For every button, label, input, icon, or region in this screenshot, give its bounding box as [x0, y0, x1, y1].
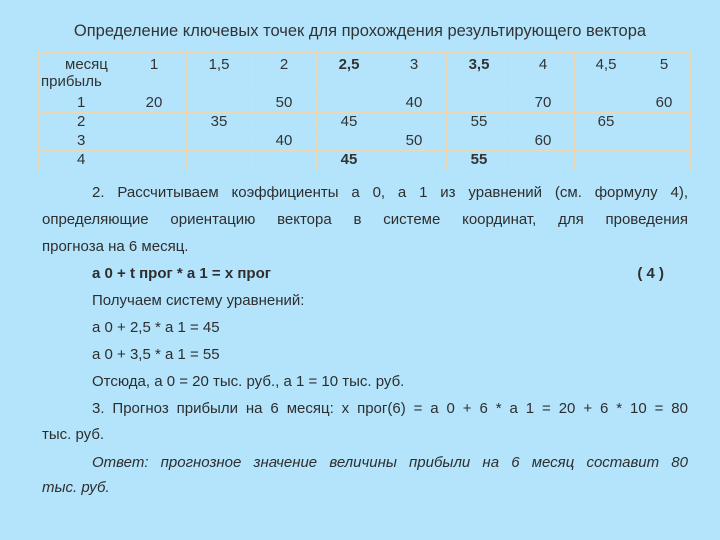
equation-2: а 0 + 3,5 * а 1 = 55 — [92, 346, 220, 363]
header-month-cell: 2 — [252, 53, 317, 94]
table-cell — [122, 151, 187, 170]
step2-line-3: прогноза на 6 месяц. — [42, 238, 189, 255]
table-cell: 50 — [382, 132, 447, 151]
step3-line-1: 3. Прогноз прибыли на 6 месяц: х прог(6) = а 0 + 6 * а 1 = 20 + 6 * 10 = 80 — [92, 400, 688, 417]
header-month-cell: 2,5 — [317, 53, 382, 94]
formula: а 0 + t прог * а 1 = х прог — [92, 265, 272, 282]
table-header-row — [39, 53, 691, 94]
table-cell — [447, 94, 512, 113]
table-cell: 40 — [382, 94, 447, 113]
header-month-label: месяц — [65, 56, 108, 73]
row-label-cell: 2 — [39, 113, 122, 132]
row-label-cell: 1 — [39, 94, 122, 113]
formula-row — [42, 262, 664, 286]
table-cell — [512, 113, 575, 132]
header-month-cell: 1,5 — [187, 53, 252, 94]
table-cell — [122, 132, 187, 151]
result-line: Отсюда, а 0 = 20 тыс. руб., а 1 = 10 тыс. руб. — [92, 373, 405, 390]
table-cell: 55 — [447, 113, 512, 132]
header-month-cell: 4 — [512, 53, 575, 94]
table-cell: 20 — [122, 94, 187, 113]
table-cell — [187, 132, 252, 151]
data-table — [38, 52, 691, 170]
header-corner-cell — [39, 53, 122, 94]
table-row — [39, 132, 691, 151]
table-cell — [252, 113, 317, 132]
step2-line-2: определяющие ориентацию вектора в системе координат, для проведения — [42, 211, 688, 228]
table-cell: 70 — [512, 94, 575, 113]
step2-line-1: 2. Рассчитываем коэффициенты а 0, а 1 из уравнений (см. формулу 4), — [92, 184, 688, 201]
table-cell — [638, 132, 691, 151]
answer-line-2: тыс. руб. — [42, 479, 110, 496]
header-month-cell: 1 — [122, 53, 187, 94]
header-month-cell: 4,5 — [575, 53, 638, 94]
table-cell — [575, 151, 638, 170]
header-profit-label: прибыль — [41, 73, 102, 90]
table-cell: 60 — [638, 94, 691, 113]
table-row — [39, 151, 691, 170]
answer-line-1: Ответ: прогнозное значение величины прибыли на 6 месяц составит 80 — [92, 454, 688, 471]
table-cell: 45 — [317, 113, 382, 132]
table-cell — [638, 151, 691, 170]
formula-number: ( 4 ) — [637, 265, 664, 282]
table-cell — [575, 132, 638, 151]
table-cell — [575, 94, 638, 113]
table-cell — [122, 113, 187, 132]
table-cell: 40 — [252, 132, 317, 151]
header-month-cell: 5 — [638, 53, 691, 94]
slide-title: Определение ключевых точек для прохождения результирующего вектора — [73, 22, 647, 40]
table-cell — [382, 151, 447, 170]
table-row — [39, 113, 691, 132]
header-month-cell: 3 — [382, 53, 447, 94]
table-cell — [317, 132, 382, 151]
table-cell: 60 — [512, 132, 575, 151]
table-cell — [317, 94, 382, 113]
step3-line-2: тыс. руб. — [42, 426, 105, 443]
table-row — [39, 94, 691, 113]
table-cell: 55 — [447, 151, 512, 170]
row-label-cell: 4 — [39, 151, 122, 170]
table-cell — [638, 113, 691, 132]
equation-1: а 0 + 2,5 * а 1 = 45 — [92, 319, 220, 336]
system-label: Получаем систему уравнений: — [92, 292, 305, 309]
table-cell — [512, 151, 575, 170]
table-cell — [382, 113, 447, 132]
table-cell: 65 — [575, 113, 638, 132]
table-cell: 50 — [252, 94, 317, 113]
table-cell: 35 — [187, 113, 252, 132]
table-cell — [187, 151, 252, 170]
table-cell — [447, 132, 512, 151]
table-cell — [187, 94, 252, 113]
header-month-cell: 3,5 — [447, 53, 512, 94]
table-cell — [252, 151, 317, 170]
row-label-cell: 3 — [39, 132, 122, 151]
table-cell: 45 — [317, 151, 382, 170]
